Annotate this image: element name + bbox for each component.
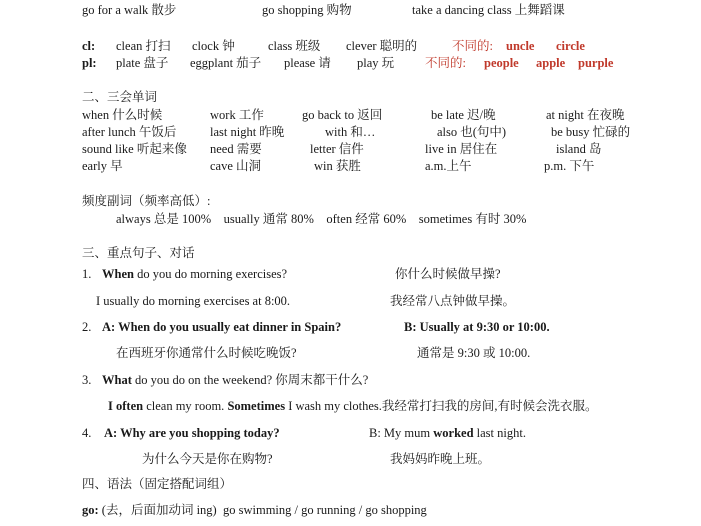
cl-diff-label: 不同的:: [452, 39, 493, 53]
sentence-number: 4.: [82, 426, 92, 440]
question-text: A: Why are you shopping today?: [104, 426, 280, 440]
sentence-answer-cn: 我妈妈昨晚上班。: [390, 452, 491, 466]
cl-diff-word: uncle: [506, 39, 535, 53]
sentence-question: A: When do you usually eat dinner in Spain?: [102, 320, 342, 334]
sentence-number: 2.: [82, 320, 92, 334]
cl-diff-word: circle: [556, 39, 585, 53]
answer-text: I wash my clothes.我经常打扫我的房间,有时候会洗衣服。: [285, 399, 598, 413]
pl-prefix: pl:: [82, 56, 97, 70]
vocab-item: live in 居住在: [425, 142, 498, 156]
phrase-go-for-a-walk: go for a walk 散步: [82, 3, 177, 17]
grammar-note: (去，后面加动词 ing): [98, 503, 217, 517]
vocab-item: a.m.上午: [425, 159, 472, 173]
phrase-dancing-class: take a dancing class 上舞蹈课: [412, 3, 565, 17]
vocab-item: when 什么时候: [82, 108, 163, 122]
sentence-question: [102, 266, 287, 282]
sentence-question-cn: 在西班牙你通常什么时候吃晚饭?: [116, 346, 297, 360]
vocab-item: early 早: [82, 159, 123, 173]
sentence-answer: [108, 398, 598, 414]
cl-prefix: cl:: [82, 39, 96, 53]
cl-word: clean 打扫: [116, 39, 171, 53]
keyword: Sometimes: [227, 399, 286, 413]
vocab-item: win 获胜: [314, 159, 361, 173]
pl-word: please 请: [284, 56, 331, 70]
sentence-answer: [369, 425, 526, 441]
sentence-answer-cn: 通常是 9:30 或 10:00.: [417, 346, 531, 360]
vocab-item: p.m. 下午: [544, 159, 595, 173]
cl-word: clever 聪明的: [346, 39, 418, 53]
keyword: worked: [433, 426, 474, 440]
sentence-answer: B: Usually at 9:30 or 10:00.: [404, 320, 550, 334]
grammar-phrases: go swimming / go running / go shopping: [216, 503, 427, 517]
vocab-item: go back to 返回: [302, 108, 383, 122]
vocab-item: be busy 忙碌的: [551, 125, 631, 139]
sentence-number: 3.: [82, 373, 92, 387]
vocab-item: cave 山洞: [210, 159, 262, 173]
keyword: What: [102, 373, 132, 387]
question-text: do you do morning exercises?: [133, 267, 288, 281]
sentence-question-cn: 为什么今天是你在购物?: [142, 452, 273, 466]
vocab-item: with 和…: [325, 125, 376, 139]
pl-word: play 玩: [357, 56, 395, 70]
section-title: 三、重点句子、对话: [82, 246, 195, 260]
sentence-answer-cn: 我经常八点钟做早操。: [390, 294, 516, 308]
question-text: do you do on the weekend? 你周末都干什么?: [131, 373, 369, 387]
phrase-go-shopping: go shopping 购物: [262, 3, 352, 17]
sentence-number: 1.: [82, 267, 92, 281]
pl-word: plate 盘子: [116, 56, 169, 70]
cl-word: class 班级: [268, 39, 321, 53]
vocab-item: at night 在夜晚: [546, 108, 625, 122]
vocab-item: need 需要: [210, 142, 262, 156]
answer-text: B: My mum: [369, 426, 434, 440]
vocab-item: letter 信件: [310, 142, 364, 156]
freq-title: 频度副词（频率高低）:: [82, 194, 211, 208]
vocab-item: sound like 听起来像: [82, 142, 187, 156]
sentence-question: [102, 372, 368, 388]
keyword: When: [102, 267, 134, 281]
sentence-answer: I usually do morning exercises at 8:00.: [96, 294, 291, 308]
vocab-item: last night 昨晚: [210, 125, 285, 139]
vocab-item: work 工作: [210, 108, 264, 122]
answer-text: last night.: [473, 426, 526, 440]
vocab-item: be late 迟/晚: [431, 108, 496, 122]
freq-line: always 总是 100% usually 通常 80% often 经常 60% sometimes 有时 30%: [116, 212, 527, 226]
grammar-go-line: [82, 502, 427, 518]
pl-diff-word: purple: [578, 56, 614, 70]
section-title: 四、语法（固定搭配词组）: [82, 477, 233, 491]
pl-diff-label: 不同的:: [425, 56, 466, 70]
grammar-keyword: go:: [82, 503, 99, 517]
answer-text: clean my room.: [143, 399, 228, 413]
pl-diff-word: apple: [536, 56, 566, 70]
keyword: I often: [108, 399, 144, 413]
vocab-item: island 岛: [556, 142, 602, 156]
cl-word: clock 钟: [192, 39, 235, 53]
pl-word: eggplant 茄子: [190, 56, 262, 70]
pl-diff-word: people: [484, 56, 519, 70]
sentence-question-cn: 你什么时候做早操?: [395, 267, 501, 281]
vocab-item: after lunch 午饭后: [82, 125, 177, 139]
vocab-item: also 也(句中): [437, 125, 507, 139]
section-title: 二、三会单词: [82, 90, 158, 104]
sentence-question: [104, 425, 280, 441]
